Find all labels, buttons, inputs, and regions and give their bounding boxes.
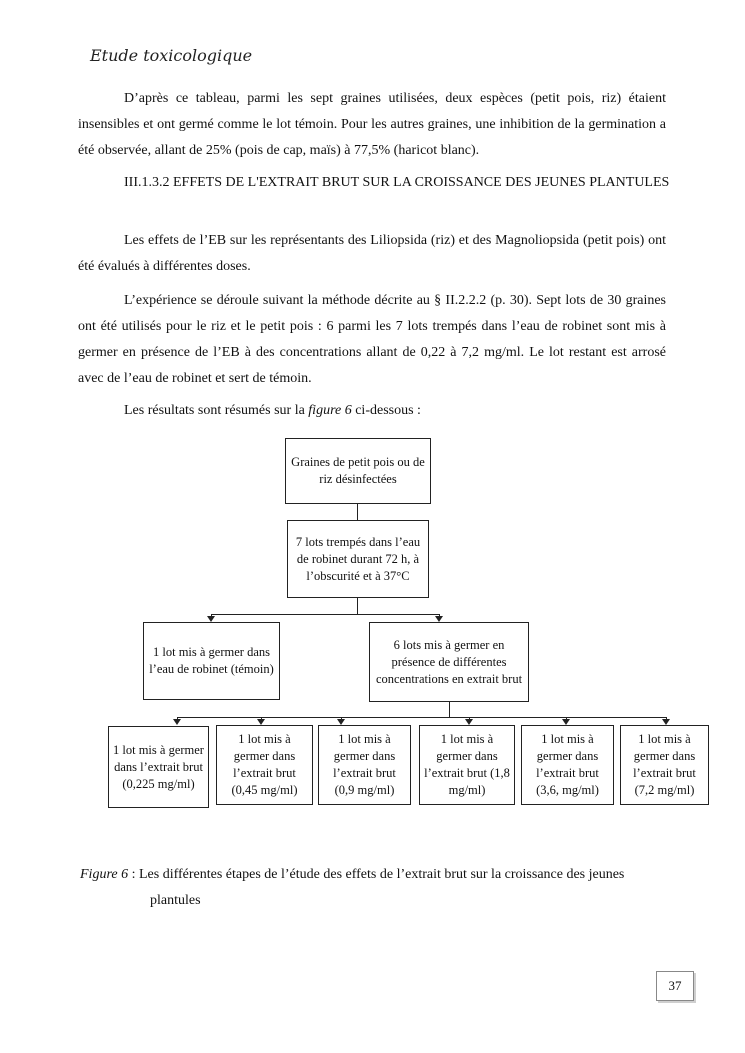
figure-label: Figure 6 xyxy=(80,867,129,882)
results-text-after: ci-dessous : xyxy=(351,403,421,418)
caption-text: : Les différentes étapes de l’étude des effets de l’extrait brut sur la croissance des jeunes xyxy=(128,867,625,882)
paragraph-eb-effects: Les effets de l’EB sur les représentants des Liliopsida (riz) et des Magnoliopsida (petit pois) ont été évalués à différentes doses. xyxy=(78,233,666,274)
box-lot-7-2: 1 lot mis à germer dans l’extrait brut (7,2 mg/ml) xyxy=(620,725,709,805)
caption-text-continued: plantules xyxy=(150,893,201,908)
figure-reference: figure 6 xyxy=(308,403,352,418)
connector-line xyxy=(357,504,358,520)
box-seeds-disinfected: Graines de petit pois ou de riz désinfectées xyxy=(285,438,431,504)
box-lot-3-6: 1 lot mis à germer dans l’extrait brut (3,6, mg/ml) xyxy=(521,725,614,805)
figure-caption xyxy=(80,862,670,914)
results-text-before: Les résultats sont résumés sur la xyxy=(124,403,309,418)
box-lot-0-9: 1 lot mis à germer dans l’extrait brut (0,9 mg/ml) xyxy=(318,725,411,805)
box-lot-0-225: 1 lot mis à germer dans l’extrait brut (0,225 mg/ml) xyxy=(108,726,209,808)
paragraph-germination-results: D’après ce tableau, parmi les sept graines utilisées, deux espèces (petit pois, riz) étaient insensibles et ont germé comme le lot témoin. Pour les autres graines, une inhibition de la germination a été observée, allant de 25% (pois de cap, maïs) à 77,5% (haricot blanc). xyxy=(78,91,666,158)
box-lot-1-8: 1 lot mis à germer dans l’extrait brut (1,8 mg/ml) xyxy=(419,725,515,805)
box-treated-lots: 6 lots mis à germer en présence de différentes concentrations en extrait brut xyxy=(369,622,529,702)
arrow-down-icon xyxy=(173,719,181,725)
section-heading: III.1.3.2 EFFETS DE L'EXTRAIT BRUT SUR LA CROISSANCE DES JEUNES PLANTULES xyxy=(124,175,670,190)
connector-line xyxy=(357,598,358,615)
paragraph-results-summary xyxy=(78,398,666,424)
box-lot-0-45: 1 lot mis à germer dans l’extrait brut (0,45 mg/ml) xyxy=(216,725,313,805)
connector-line xyxy=(211,614,440,615)
connector-line xyxy=(449,702,450,718)
box-control-lot: 1 lot mis à germer dans l’eau de robinet (témoin) xyxy=(143,622,280,700)
paragraph-experiment-method: L’expérience se déroule suivant la méthode décrite au § II.2.2.2 (p. 30). Sept lots de 30 graines ont été utilisés pour le riz et le petit pois : 6 parmi les 7 lots trempés dans l’eau de robinet sont mis à germer en présence de l’EB à des concentrations allant de 0,22 à 7,2 mg/ml. Le lot restant est arrosé avec de l’eau de robinet et sert de témoin. xyxy=(78,293,666,386)
running-header: Etude toxicologique xyxy=(90,46,253,65)
box-soaked-lots: 7 lots trempés dans l’eau de robinet durant 72 h, à l’obscurité et à 37°C xyxy=(287,520,429,598)
connector-line xyxy=(177,717,667,718)
page-number: 37 xyxy=(656,971,694,1001)
